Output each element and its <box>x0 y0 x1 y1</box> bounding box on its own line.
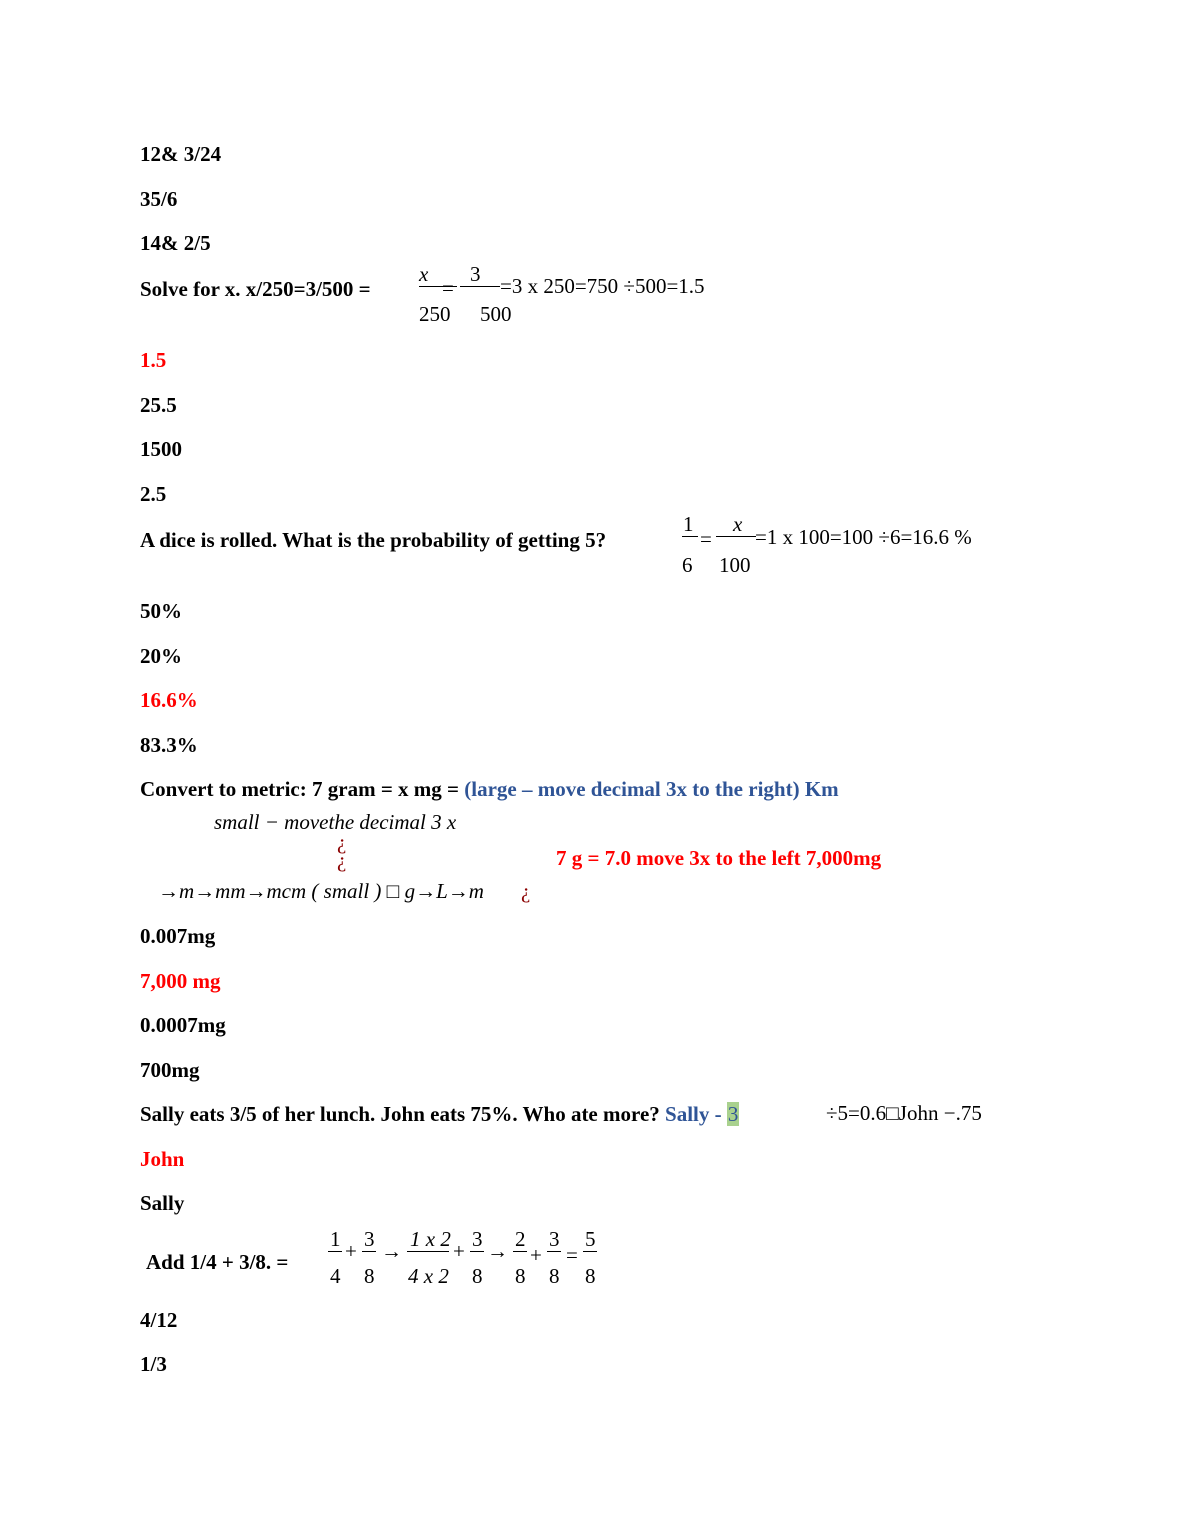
question-convert-metric <box>140 777 839 802</box>
fraction-numerator: 3 <box>364 1227 375 1251</box>
question-text: Sally eats 3/5 of her lunch. John eats 75%. Who ate more? <box>140 1102 660 1126</box>
fraction-bar <box>328 1251 342 1252</box>
fraction-bar <box>362 1251 376 1252</box>
answer-option-12-3-24: 12& 3/24 <box>140 142 222 166</box>
answer-option: 83.3% <box>140 733 198 757</box>
fraction-denominator: 4 x 2 <box>408 1264 449 1288</box>
fraction-numerator: 3 <box>549 1227 560 1251</box>
answer-option: 20% <box>140 644 182 668</box>
fraction-numerator: 3 <box>470 262 481 286</box>
answer-option-correct: 1.5 <box>140 348 167 372</box>
question-hint: (large – move decimal 3x to the right) Km <box>464 777 839 801</box>
math-glyph: ¿ <box>337 848 347 872</box>
question-hint: Sally - <box>665 1102 722 1126</box>
answer-option-correct: 7,000 mg <box>140 969 221 993</box>
fraction-numerator: 1 <box>330 1227 341 1251</box>
fraction-bar <box>407 1251 449 1252</box>
answer-option: 0.0007mg <box>140 1013 226 1037</box>
equals-sign: = <box>442 276 454 300</box>
fraction-numerator: x <box>733 512 743 536</box>
fraction-denominator: 8 <box>549 1264 560 1288</box>
fraction-denominator: 8 <box>472 1264 483 1288</box>
equals-sign: = <box>700 527 712 551</box>
fraction-denominator: 100 <box>719 553 751 577</box>
answer-option: 1/3 <box>140 1352 167 1376</box>
fraction-bar <box>460 286 500 287</box>
math-result: =3 x 250=750 ÷500=1.5 <box>500 274 705 298</box>
answer-option: Sally <box>140 1191 185 1215</box>
fraction-numerator: 1 x 2 <box>410 1227 451 1251</box>
fraction-numerator: 3 <box>472 1227 483 1251</box>
fraction-bar <box>583 1251 597 1252</box>
fraction-numerator: 1 <box>683 512 694 536</box>
fraction-denominator: 4 <box>330 1264 341 1288</box>
answer-option: 50% <box>140 599 182 623</box>
answer-option-14-2-5: 14& 2/5 <box>140 231 211 255</box>
plus-sign: + <box>530 1243 542 1267</box>
arrow: → <box>381 1239 402 1263</box>
question-sally-john <box>140 1102 739 1127</box>
question-solve-for-x: Solve for x. x/250=3/500 = <box>140 277 371 301</box>
answer-option: 25.5 <box>140 393 177 417</box>
answer-option-35-6: 35/6 <box>140 187 178 211</box>
fraction-denominator: 6 <box>682 553 693 577</box>
answer-note: 7 g = 7.0 move 3x to the left 7,000mg <box>556 846 882 870</box>
arrow: → <box>487 1239 508 1263</box>
answer-option: 0.007mg <box>140 924 216 948</box>
math-result: ÷5=0.6□John −.75 <box>826 1101 982 1125</box>
math-glyph: ¿ <box>521 879 531 903</box>
fraction-numerator: 5 <box>585 1227 596 1251</box>
fraction-denominator: 500 <box>480 302 512 326</box>
fraction-denominator: 8 <box>585 1264 596 1288</box>
fraction-denominator: 250 <box>419 302 451 326</box>
question-text: Convert to metric: 7 gram = x mg = <box>140 777 459 801</box>
fraction-bar <box>470 1251 484 1252</box>
math-note: small − movethe decimal 3 x <box>214 810 457 834</box>
fraction-bar <box>682 536 698 537</box>
equals-sign: = <box>566 1243 578 1267</box>
answer-option: 700mg <box>140 1058 200 1082</box>
plus-sign: + <box>453 1239 465 1263</box>
fraction-denominator: 8 <box>364 1264 375 1288</box>
fraction-bar <box>513 1251 527 1252</box>
highlighted-number: 3 <box>727 1102 739 1126</box>
question-dice-probability: A dice is rolled. What is the probability of getting 5? <box>140 528 607 552</box>
math-glyph: ¿ <box>337 830 347 854</box>
fraction-denominator: 8 <box>515 1264 526 1288</box>
question-add-fractions: Add 1/4 + 3/8. = <box>146 1250 289 1274</box>
fraction-numerator: 2 <box>515 1227 526 1251</box>
plus-sign: + <box>345 1239 357 1263</box>
answer-option-correct: John <box>140 1147 185 1171</box>
fraction-numerator: x <box>419 262 429 286</box>
answer-option: 4/12 <box>140 1308 178 1332</box>
answer-option-correct: 16.6% <box>140 688 198 712</box>
math-unit-chain: →m→mm→mcm ( small ) □ g→L→m <box>158 879 484 903</box>
math-result: =1 x 100=100 ÷6=16.6 % <box>755 525 972 549</box>
answer-option: 1500 <box>140 437 182 461</box>
fraction-bar <box>716 536 756 537</box>
fraction-bar <box>547 1251 561 1252</box>
answer-option: 2.5 <box>140 482 167 506</box>
